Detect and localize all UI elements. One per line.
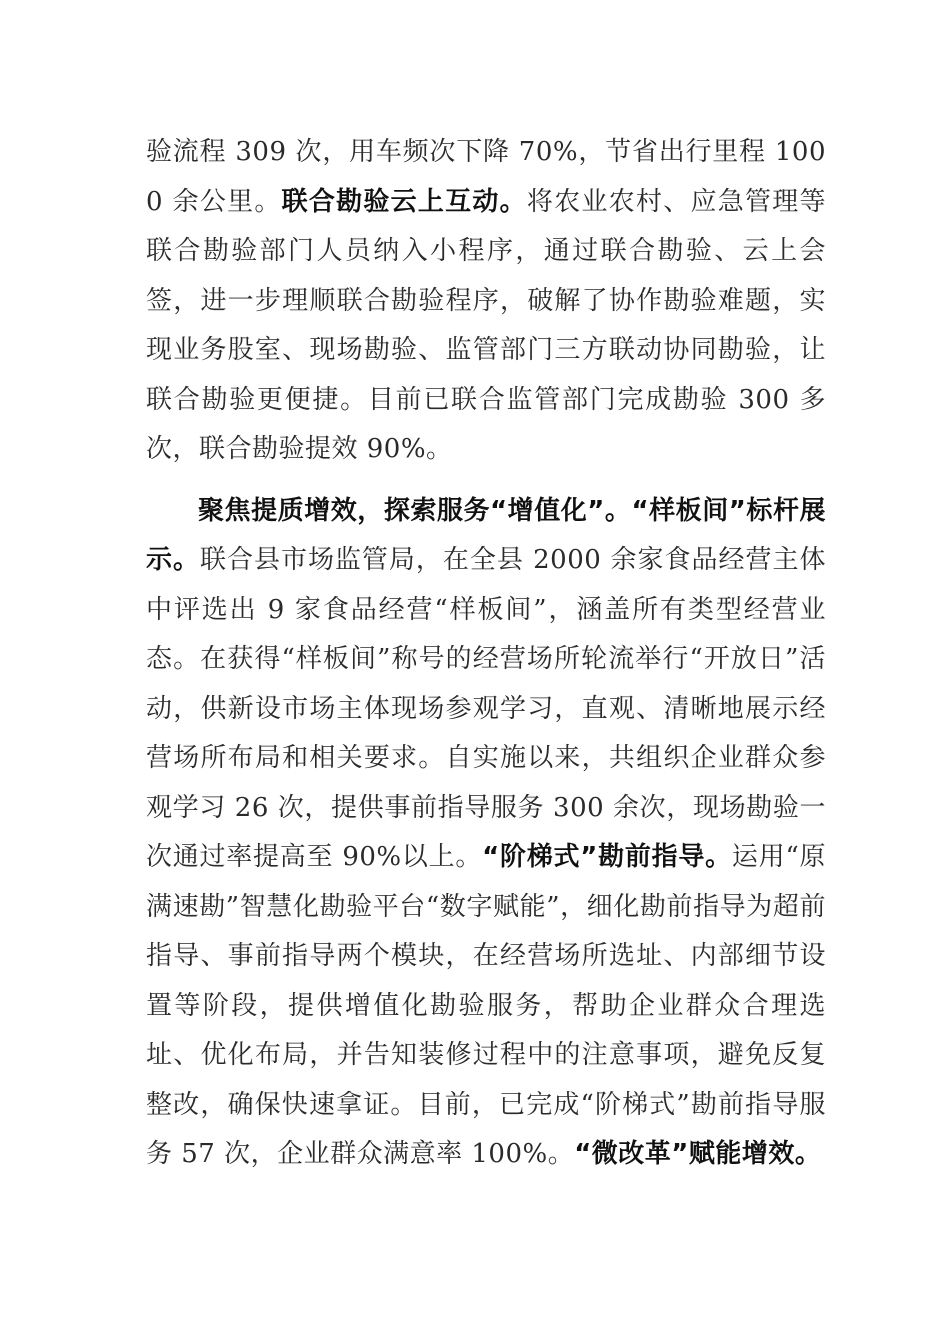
paragraph-text: 运用“原满速勘”智慧化勘验平台“数字赋能”，细化勘前指导为超前指导、事前指导两个模块，在经营场所选址、内部细节设置等阶段，提供增值化勘验服务，帮助企业群众合理选址、优化布局，并告知装修过程中的注意事项，避免反复整改，确保快速拿证。目前，已完成“阶梯式”勘前指导服务 57 次，企业群众满意率 100%。	[146, 842, 826, 1169]
paragraph-value-added-service	[146, 487, 826, 1180]
paragraph-text: 将农业农村、应急管理等联合勘验部门人员纳入小程序，通过联合勘验、云上会签，进一步理顺联合勘验程序，破解了协作勘验难题，实现业务股室、现场勘验、监管部门三方联动协同勘验，让联合勘验更便捷。目前已联合监管部门完成勘验 300 多次，联合勘验提效 90%。	[146, 186, 826, 464]
document-body	[146, 128, 826, 1180]
paragraph-text: 联合县市场监管局，在全县 2000 余家食品经营主体中评选出 9 家食品经营“样板间”，涵盖所有类型经营业态。在获得“样板间”称号的经营场所轮流举行“开放日”活动，供新设市场主体现场参观学习，直观、清晰地展示经营场所布局和相关要求。自实施以来，共组织企业群众参观学习 26 次，提供事前指导服务 300 余次，现场勘验一次通过率提高至 90%以上。	[146, 545, 826, 872]
paragraph-text: 验流程 309 次，用车频次下降 70%，节省出行里程 1000 余公里。	[146, 137, 826, 217]
section-heading-value-added: 聚焦提质增效，探索服务“增值化”。“样板间”标杆展示。	[146, 495, 826, 575]
subheading-step-guidance: “阶梯式”勘前指导。	[482, 842, 732, 872]
subheading-joint-inspection-cloud: 联合勘验云上互动。	[281, 186, 527, 217]
subheading-micro-reform: “微改革”赋能增效。	[574, 1139, 822, 1169]
paragraph-joint-inspection	[146, 128, 826, 475]
